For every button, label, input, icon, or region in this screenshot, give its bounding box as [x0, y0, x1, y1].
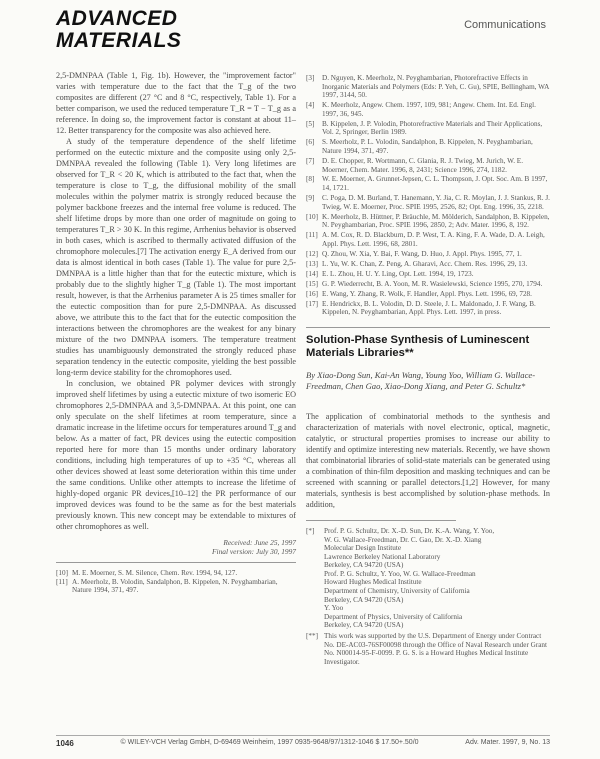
reference-list — [56, 569, 296, 595]
journal-logo — [56, 8, 181, 51]
reference-text: Q. Zhou, W. Xia, Y. Bai, F. Wang, D. Huo, J. Appl. Phys. 1995, 77, 1. — [322, 249, 522, 258]
reference-item — [306, 175, 550, 192]
article-authors: By Xiao-Dong Sun, Kai-An Wang, Young Yoo, William G. Wallace-Freedman, Chen Gao, Xiao-Dong Xiang, and Peter G. Schultz* — [306, 369, 536, 392]
affiliation-line — [306, 596, 550, 605]
reference-text: E. Wang, Y. Zhang, R. Wolk, F. Handler, Appl. Phys. Lett. 1996, 69, 728. — [322, 289, 532, 298]
reference-number: [6] — [306, 138, 315, 147]
reference-text: D. E. Chopper, R. Wortmann, C. Glania, R. J. Twieg, M. Jurich, W. E. Moerner, Chem. Mater. 1996, 8, 2431; Science 1996, 274, 1182. — [322, 156, 523, 174]
reference-item — [306, 250, 550, 259]
right-column — [306, 74, 550, 666]
reference-text: K. Meerholz, B. Hüttner, P. Bräuchle, M. Mölderich, Sandalphon, B. Kippelen, N. Peyghambarian, Proc. SPIE 1996, 2850, 2; Adv. Mater. 1996, 8, 192. — [322, 212, 550, 230]
footnote-marker: [*] — [306, 526, 315, 535]
affiliation-line — [306, 621, 550, 630]
reference-item — [306, 74, 550, 100]
affiliation-text: Howard Hughes Medical Institute — [324, 578, 422, 587]
affiliation-line — [306, 553, 550, 562]
footnote-marker — [306, 536, 324, 545]
affiliation-line — [306, 587, 550, 596]
article-paragraph: The application of combinatorial methods to the synthesis and characterization of materials with novel electronic, optical, magnetic, catalytic, or structural properties promises to increase our ability to identify and optimize interesting new materials. Recently, we have shown that combinatorial libraries of solid-state materials can be generated using a combination of thin-film deposition and masking techniques and can be screened with scanning or parallel detectors.[1,2] However, for many materials, synthesis is best accomplished by solution-phase methods. In addition, — [306, 411, 550, 509]
reference-item — [306, 300, 550, 317]
reference-item — [306, 101, 550, 118]
reference-number: [10] — [56, 569, 68, 577]
received-dates: Received: June 25, 1997 Final version: July 30, 1997 — [212, 538, 296, 556]
reference-item — [306, 157, 550, 174]
page-footer — [56, 735, 550, 748]
reference-text: A. M. Cox, R. D. Blackburn, D. P. West, T. A. King, F. A. Wade, D. A. Leigh, Appl. Phys. Lett. 1996, 68, 2801. — [322, 231, 545, 248]
reference-text: K. Meerholz, Angew. Chem. 1997, 109, 981; Angew. Chem. Int. Ed. Engl. 1997, 36, 945. — [322, 101, 536, 118]
divider — [306, 327, 550, 328]
affiliation-line — [306, 527, 550, 536]
article-title: Solution-Phase Synthesis of Luminescent Materials Libraries** — [306, 333, 530, 359]
reference-text: L. Yu, W. K. Chan, Z. Peng, A. Gharavi, Acc. Chem. Res. 1996, 29, 13. — [322, 259, 528, 268]
divider — [56, 562, 296, 563]
reference-item — [306, 213, 550, 230]
reference-item — [306, 138, 550, 155]
affiliation-text: Berkeley, CA 94720 (USA) — [324, 621, 404, 630]
reference-number: [16] — [306, 289, 318, 298]
affiliation-text: Prof. P. G. Schultz, Dr. X.-D. Sun, Dr. K.-A. Wang, Y. Yoo, — [324, 526, 495, 535]
affiliation-line — [306, 561, 550, 570]
reference-item — [306, 231, 550, 248]
reference-text: E. L. Zhou, H. U. Y. Ling, Opt. Lett. 1994, 19, 1723. — [322, 269, 474, 278]
affiliations — [306, 527, 550, 667]
reference-number: [11] — [56, 577, 68, 586]
affiliation-text: Molecular Design Institute — [324, 544, 402, 553]
affiliation-text: Department of Chemistry, University of California — [324, 587, 470, 596]
reference-number: [13] — [306, 259, 318, 268]
footnote-marker — [306, 621, 324, 630]
body-paragraph: A study of the temperature dependence of the shelf lifetime performed on the eutectic mixture and the composite using only 2,5-DMNPAA revealed the following (Table 1). Very long lifetimes are observed for T_R < 20 K, which is attributed to the fact that, when the temperature is close to T_g, the diffusional mobility of the small molecules within the polymer matrix is strongly reduced because the polymer backbone freezes and the internal free volume is reduced. The shelf lifetime drops by more than one order of magnitude on going to temperatures T_R > 30 K. In this regime, Arrhenius behavior is observed in both cases, which is ascribed to thermally activated diffusion of the chromophore molecules.[7] The activation energy E_A derived from our data is almost identical in both cases (Table 1). The value for pure 2,5-DMNPAA is a little higher than that for the eutectic mixture, which is probably due to the slightly higher T_g (Table 1). The most important result, however, is that the Arrhenius parameter A is 25 times smaller for the eutectic composition than for pure 2,5-DMNPAA. As discussed above, we attribute this to the fact that for the eutectic composition the interactions between the chromophores are the weakest for any binary mixture of the two DMNPAA isomers. The temperature treatment studies has unambiguously demonstrated the strongly reduced phase separation tendency in the eutectic composite, yielding the best possible long-term device stability for the chromophores used. — [56, 137, 296, 377]
journal-citation: Adv. Mater. 1997, 9, No. 13 — [465, 739, 550, 746]
reference-list — [306, 74, 550, 317]
reference-number: [14] — [306, 269, 318, 278]
reference-number: [11] — [306, 231, 318, 240]
affiliation-line — [306, 536, 550, 545]
page-number: 1046 — [56, 739, 74, 748]
reference-text: A. Meerholz, B. Volodin, Sandalphon, B. Kippelen, N. Peyghambarian, Nature 1994, 371, 497. — [72, 577, 278, 595]
reference-item — [306, 120, 550, 137]
affiliation-text: Y. Yoo — [324, 604, 344, 613]
footnote-marker — [306, 570, 324, 579]
footnote-marker: [**] — [306, 632, 318, 641]
affiliation-text: Department of Physics, University of California — [324, 612, 463, 621]
divider — [306, 520, 456, 521]
reference-number: [12] — [306, 249, 318, 258]
reference-text: G. P. Wiederrecht, B. A. Yoon, M. R. Wasielewski, Science 1995, 270, 1794. — [322, 279, 543, 288]
logo-line-2: MATERIALS — [56, 29, 182, 52]
reference-item — [56, 578, 296, 595]
affiliation-line — [306, 604, 550, 613]
reference-number: [15] — [306, 279, 318, 288]
reference-number: [5] — [306, 119, 315, 128]
reference-item — [306, 280, 550, 289]
footnote-marker — [306, 613, 324, 622]
footnote-marker — [306, 544, 324, 553]
footnote-marker — [306, 561, 324, 570]
logo-line-1: ADVANCED — [56, 7, 178, 30]
affiliation-line — [306, 544, 550, 553]
reference-text: D. Nguyen, K. Meerholz, N. Peyghambarian, Photorefractive Effects in Inorganic Materials and Polymers (Eds: P. Yeh, C. Gu), SPIE, Bellingham, WA 1997, 3144, 50. — [322, 74, 549, 100]
affiliation-text: This work was supported by the U.S. Department of Energy under Contract No. DE-AC03-76SF00098 through the Office of Naval Research under Grant No. N00014-95-F-0099. P. G. S. is a Howard Hughes Medical Institute Investigator. — [324, 632, 548, 666]
footnote-marker — [306, 587, 324, 596]
reference-item — [306, 194, 550, 211]
reference-text: W. E. Moerner, A. Grunnet-Jepsen, C. L. Thompson, J. Opt. Soc. Am. B 1997, 14, 1721. — [322, 175, 548, 193]
footnote-marker — [306, 596, 324, 605]
copyright-line: © WILEY-VCH Verlag GmbH, D-69469 Weinheim, 1997 0935-9648/97/1312-1046 $ 17.50+.50/0 — [120, 739, 419, 746]
reference-number: [3] — [306, 74, 315, 82]
footnote-marker — [306, 553, 324, 562]
reference-item — [306, 270, 550, 279]
affiliation-line — [306, 570, 550, 579]
left-column — [56, 70, 296, 595]
body-paragraph: 2,5-DMNPAA (Table 1, Fig. 1b). However, the "improvement factor" varies with temperature due to the fact that the T_g of the two composites are different (27 °C and 8 °C, respectively, Table 1). For a better comparison, we used the reduced temperature T_R = T − T_g as a reference. In doing so, the improvement factor is constant at about 11–12. Better transparency for the composite was also achieved here. — [56, 71, 296, 135]
reference-text: B. Kippelen, J. P. Volodin, Photorefractive Materials and Their Applications, Vol. 2, Springer, Berlin 1989. — [322, 119, 543, 137]
reference-item — [56, 569, 296, 578]
reference-number: [17] — [306, 299, 318, 308]
body-paragraph: In conclusion, we obtained PR polymer devices with strongly improved shelf lifetimes by using a eutectic mixture of two isomeric EO chromophores 2,5-DMNPAA and 3,5-DMNPAA. At this point, one can only speculate on the shelf lifetimes at room temperature, since a dramatic increase in the lifetime occurs for temperatures around T_g and below. As a matter of fact, PR devices using the eutectic composition reported here for more than 15 months under ordinary laboratory conditions, including high temperatures of up to +35 °C, whereas all other devices showed at least some deterioration within this time under the same conditions. Unlike other attempts to increase the lifetime of highly-doped organic PR devices,[10–12] the PR performance of our improved devices was found to be the same as for the best materials previously known. This new concept may be extendable to mixtures of other chromophores as well. — [56, 379, 296, 531]
affiliation-text: W. G. Wallace-Freedman, Dr. C. Gao, Dr. X.-D. Xiang — [324, 535, 482, 544]
affiliation-line — [306, 613, 550, 622]
affiliation-text: Lawrence Berkeley National Laboratory — [324, 552, 441, 561]
affiliation-text: Prof. P. G. Schultz, Y. Yoo, W. G. Wallace-Freedman — [324, 569, 476, 578]
affiliation-line — [306, 578, 550, 587]
affiliation-line — [306, 632, 550, 666]
reference-text: M. E. Moerner, S. M. Silence, Chem. Rev. 1994, 94, 127. — [72, 569, 238, 577]
affiliation-text: Berkeley, CA 94720 (USA) — [324, 561, 404, 570]
reference-number: [9] — [306, 194, 315, 203]
footnote-marker — [306, 578, 324, 587]
section-label: Communications — [464, 19, 546, 31]
footnote-marker — [306, 604, 324, 613]
reference-text: E. Hendrickx, B. L. Volodin, D. D. Steele, J. L. Maldonado, J. F. Wang, B. Kippelen, N. Peyghambarian, Appl. Phys. Lett. 1997, in press. — [322, 299, 536, 317]
reference-text: C. Poga, D. M. Burland, T. Hanemann, Y. Jia, C. R. Moylan, J. J. Stankus, R. J. Twieg, W. E. Moerner, Proc. SPIE 1995, 2526, 82; Opt. Eng. 1996, 35, 2218. — [322, 194, 550, 211]
reference-item — [306, 290, 550, 299]
reference-number: [7] — [306, 156, 315, 165]
reference-item — [306, 260, 550, 269]
reference-text: S. Meerholz, P. L. Volodin, Sandalphon, B. Kippelen, N. Peyghambarian, Nature 1994, 371, 497. — [322, 138, 533, 155]
reference-number: [4] — [306, 101, 315, 110]
reference-number: [8] — [306, 175, 315, 184]
reference-number: [10] — [306, 212, 318, 221]
affiliation-text: Berkeley, CA 94720 (USA) — [324, 595, 404, 604]
